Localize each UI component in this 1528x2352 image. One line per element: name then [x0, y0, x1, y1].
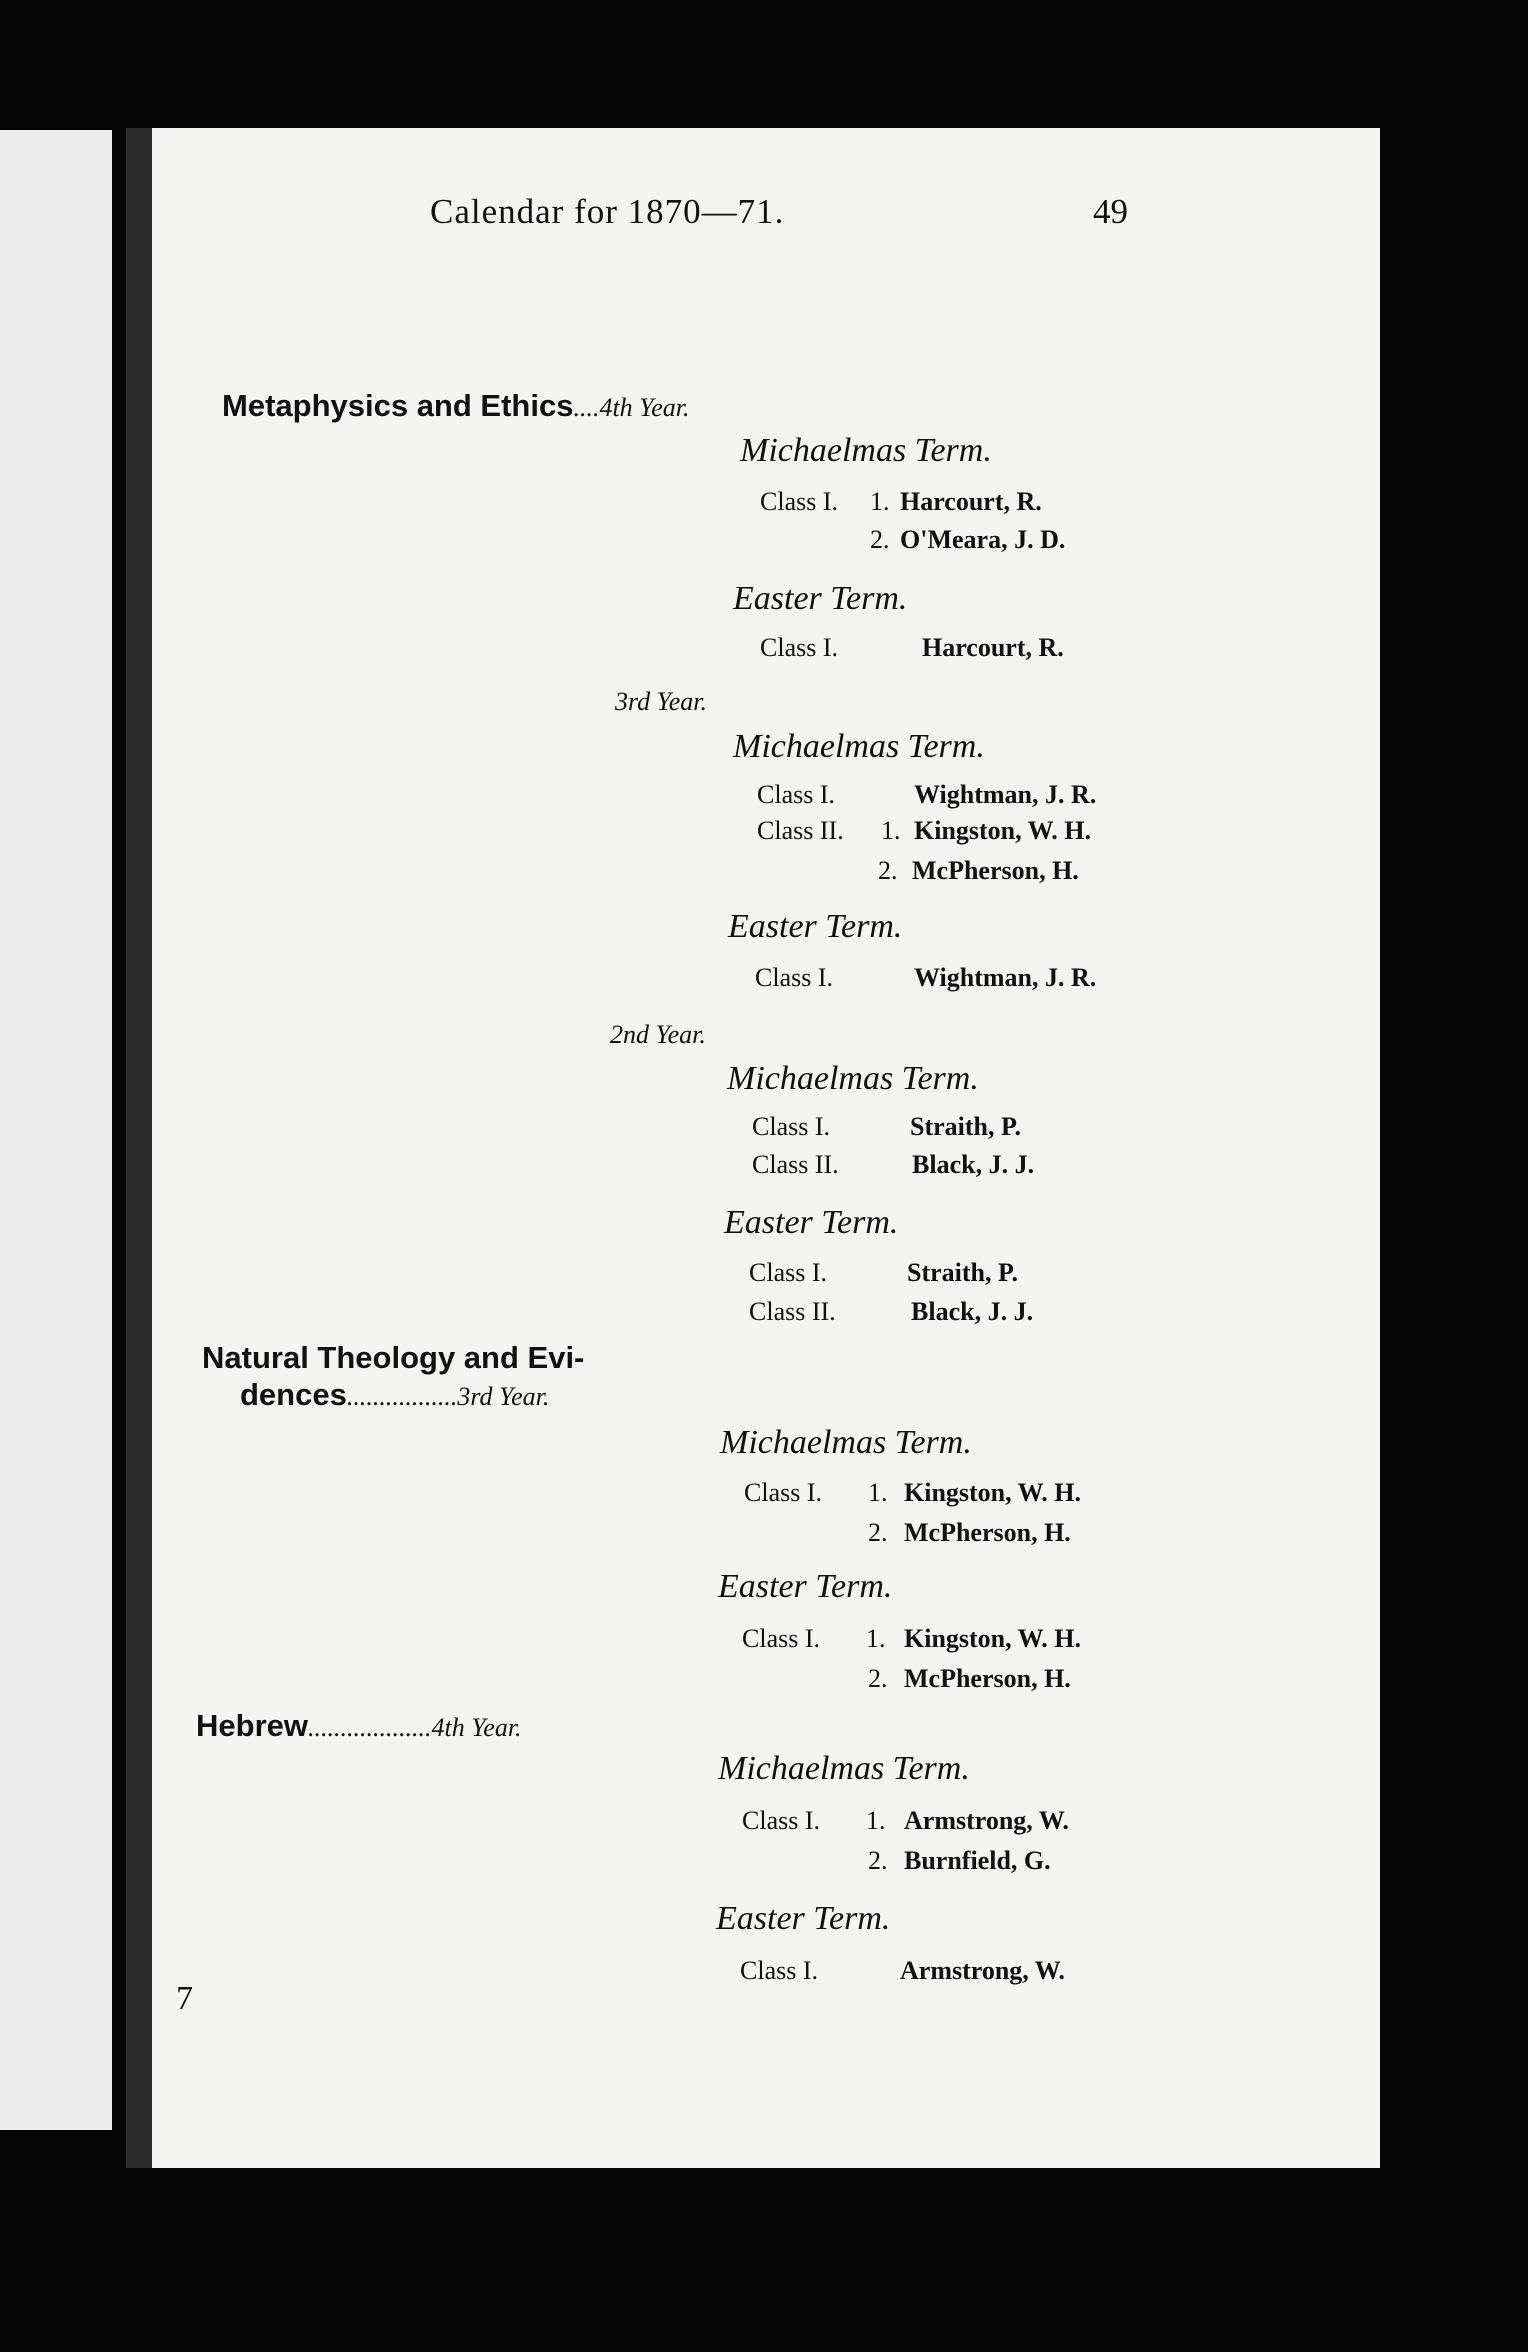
- class-label: Class I.: [752, 1112, 830, 1141]
- term-heading: Easter Term.: [733, 580, 908, 617]
- term-heading: Easter Term.: [728, 908, 903, 945]
- student-name: Straith, P.: [907, 1258, 1018, 1287]
- running-header: Calendar for 1870—71.: [430, 192, 785, 231]
- section-title: Hebrew: [196, 1708, 308, 1743]
- section-heading-hebrew: [196, 1708, 522, 1744]
- term-heading: Michaelmas Term.: [740, 432, 992, 469]
- class-label: Class I.: [744, 1478, 822, 1507]
- year-label: 3rd Year.: [457, 1382, 550, 1411]
- student-name: McPherson, H.: [904, 1664, 1071, 1693]
- student-name: O'Meara, J. D.: [900, 525, 1066, 554]
- page-gutter: [126, 128, 152, 2168]
- rank-number: 2.: [868, 1846, 888, 1875]
- leader-dots: .................: [346, 1382, 458, 1411]
- class-label: Class I.: [760, 633, 838, 662]
- facing-page-edge: [0, 130, 112, 2130]
- signature-mark: 7: [176, 1980, 193, 2017]
- student-name: Kingston, W. H.: [904, 1624, 1082, 1653]
- student-name: Kingston, W. H.: [914, 816, 1092, 845]
- section-title: Metaphysics and Ethics: [222, 388, 574, 423]
- student-name: Armstrong, W.: [900, 1956, 1065, 1985]
- student-name: Black, J. J.: [912, 1150, 1035, 1179]
- class-label: Class II.: [757, 816, 844, 845]
- section-heading-natural-theology-cont: [240, 1377, 549, 1413]
- year-label: 2nd Year.: [610, 1020, 706, 1049]
- student-name: Wightman, J. R.: [914, 963, 1097, 992]
- rank-number: 2.: [878, 856, 898, 885]
- rank-number: 1.: [870, 487, 890, 516]
- term-heading: Michaelmas Term.: [733, 728, 985, 765]
- section-heading-natural-theology: Natural Theology and Evi-: [202, 1340, 585, 1375]
- class-label: Class I.: [749, 1258, 827, 1287]
- rank-number: 1.: [866, 1806, 886, 1835]
- page-number: 49: [1093, 192, 1128, 231]
- student-name: Burnfield, G.: [904, 1846, 1051, 1875]
- student-name: McPherson, H.: [904, 1518, 1071, 1547]
- student-name: McPherson, H.: [912, 856, 1079, 885]
- rank-number: 1.: [866, 1624, 886, 1653]
- rank-number: 2.: [868, 1518, 888, 1547]
- class-label: Class I.: [755, 963, 833, 992]
- rank-number: 2.: [870, 525, 890, 554]
- class-label: Class I.: [760, 487, 838, 516]
- rank-number: 1.: [868, 1478, 888, 1507]
- year-label: 4th Year.: [599, 393, 690, 422]
- class-label: Class I.: [757, 780, 835, 809]
- class-label: Class I.: [742, 1806, 820, 1835]
- term-heading: Michaelmas Term.: [727, 1060, 979, 1097]
- student-name: Straith, P.: [910, 1112, 1021, 1141]
- class-label: Class II.: [752, 1150, 839, 1179]
- student-name: Kingston, W. H.: [904, 1478, 1082, 1507]
- leader-dots: ...................: [307, 1713, 432, 1742]
- term-heading: Michaelmas Term.: [720, 1424, 972, 1461]
- student-name: Armstrong, W.: [904, 1806, 1069, 1835]
- student-name: Wightman, J. R.: [914, 780, 1097, 809]
- year-label: 3rd Year.: [615, 687, 708, 716]
- term-heading: Easter Term.: [718, 1568, 893, 1605]
- student-name: Harcourt, R.: [900, 487, 1042, 516]
- rank-number: 1.: [881, 816, 901, 845]
- student-name: Black, J. J.: [911, 1297, 1034, 1326]
- section-heading-metaphysics: [222, 388, 690, 424]
- student-name: Harcourt, R.: [922, 633, 1064, 662]
- class-label: Class I.: [742, 1624, 820, 1653]
- term-heading: Easter Term.: [716, 1900, 891, 1937]
- term-heading: Michaelmas Term.: [718, 1750, 970, 1787]
- term-heading: Easter Term.: [724, 1204, 899, 1241]
- class-label: Class I.: [740, 1956, 818, 1985]
- class-label: Class II.: [749, 1297, 836, 1326]
- section-title: dences: [240, 1377, 347, 1412]
- leader-dots: ....: [573, 393, 600, 422]
- rank-number: 2.: [868, 1664, 888, 1693]
- year-label: 4th Year.: [431, 1713, 522, 1742]
